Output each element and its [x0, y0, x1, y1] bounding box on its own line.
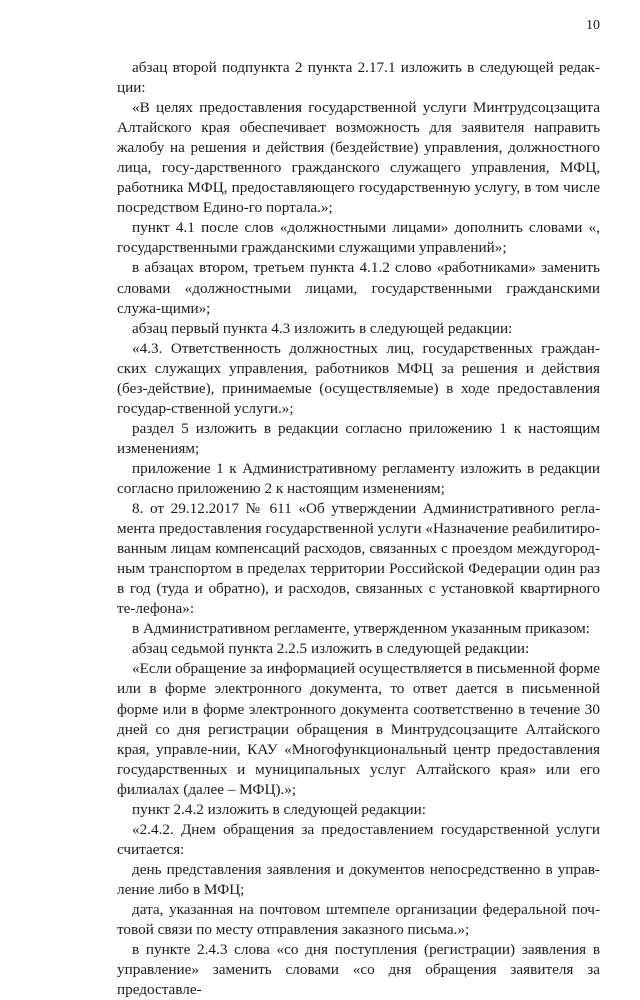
- paragraph: «В целях предоставления государственной услуги Минтрудсоцзащита Алтайского края обеспечивает возможность для заявителя направить жалобу на решения и действия (бездействие) управления, должностного лица, госу-дарственного гражданского служащего управления, МФЦ, работника МФЦ, предоставляющего государственную услугу, в том числе посредством Едино-го портала.»;: [117, 99, 600, 217]
- paragraph: в абзацах втором, третьем пункта 4.1.2 слово «работниками» заменить словами «должностными лицами, государственными гражданскими служа-щими»;: [117, 259, 600, 317]
- paragraph: абзац первый пункта 4.3 изложить в следующей редакции:: [132, 319, 513, 337]
- paragraph: «Если обращение за информацией осуществляется в письменной форме или в форме электронного документа, то ответ дается в письменной форме или в форме электронного документа соответственно в течение 30 дней со дня регистрации обращения в Минтрудсоцзащите Алтайского края, управле-нии, КАУ «Многофункциональный центр предоставления государственных и муниципальных услуг Алтайского края» или его филиалах (далее – МФЦ).»;: [117, 660, 600, 798]
- paragraph: раздел 5 изложить в редакции согласно приложению 1 к настоящим изменениям;: [117, 419, 600, 457]
- paragraph: пункт 4.1 после слов «должностными лицами» дополнить словами «, государственными гражданскими служащими управлений»;: [117, 219, 600, 257]
- document-body: [117, 58, 600, 1000]
- paragraph: дата, указанная на почтовом штемпеле организации федеральной поч-товой связи по месту отправления заказного письма.»;: [117, 900, 600, 939]
- paragraph: день представления заявления и документов непосредственно в управ-ление либо в МФЦ;: [117, 860, 600, 898]
- paragraph: абзац второй подпункта 2 пункта 2.17.1 изложить в следующей редак-ции:: [117, 59, 600, 97]
- paragraph: 8. от 29.12.2017 № 611 «Об утверждении Административного регла-мента предоставления государственной услуги «Назначение реабилитиро-ванным лицам компенсаций расходов, связанных с проездом междугород-ным транспортом в пределах территории Российской Федерации один раз в год (туда и обратно), и расходов, связанных с установкой квартирного те-лефона»:: [117, 500, 600, 618]
- paragraph: в пункте 2.4.3 слова «со дня поступления (регистрации) заявления в управление» заменить словами «со дня обращения заявителя за предоставле-: [117, 941, 600, 999]
- page-number: 10: [586, 18, 600, 33]
- paragraph: «4.3. Ответственность должностных лиц, государственных граждан-ских служащих управления, работников МФЦ за решения и действия (без-действие), принимаемые (осуществляемые) в ходе предоставления государ-ственной услуги.»;: [117, 339, 600, 417]
- paragraph: приложение 1 к Административному регламенту изложить в редакции согласно приложению 2 к настоящим изменениям;: [117, 459, 600, 497]
- paragraph: пункт 2.4.2 изложить в следующей редакции:: [132, 800, 426, 818]
- paragraph: абзац седьмой пункта 2.2.5 изложить в следующей редакции:: [132, 640, 530, 658]
- paragraph: «2.4.2. Днем обращения за предоставлением государственной услуги считается:: [117, 820, 600, 858]
- paragraph: в Административном регламенте, утвержденном указанным приказом:: [132, 620, 590, 638]
